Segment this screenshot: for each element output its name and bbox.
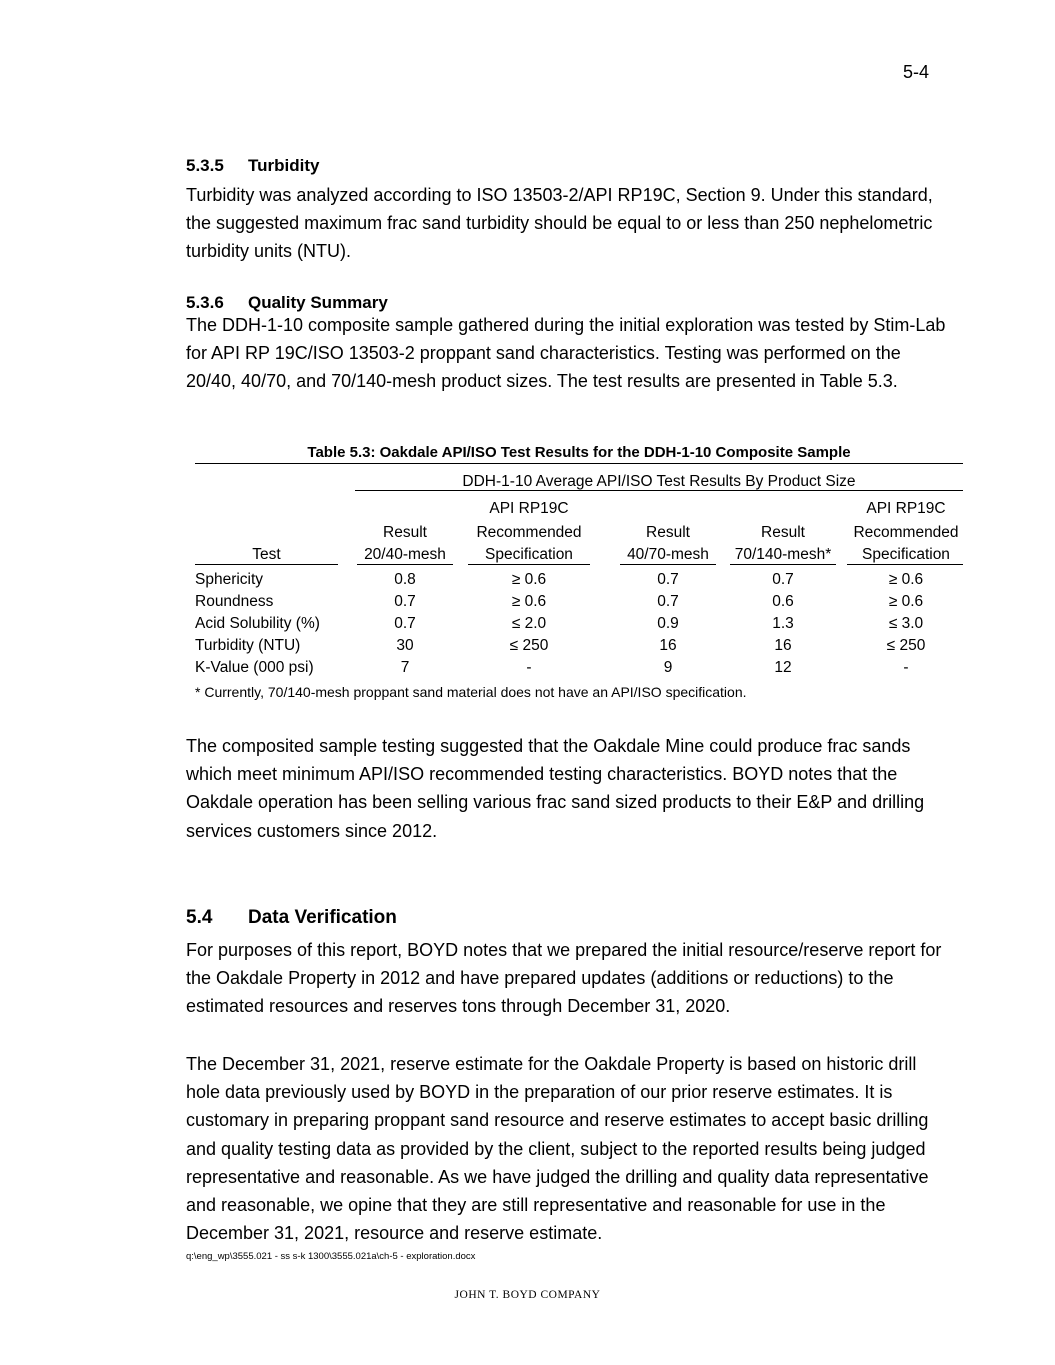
section-number: 5.4 [186, 907, 213, 928]
cell-70140: 0.7 [772, 571, 794, 588]
cell-2040: 0.8 [394, 571, 416, 588]
cell-2040: 7 [400, 659, 410, 676]
col-header-spec1-l2: Recommended [476, 524, 582, 541]
cell-4070: 0.7 [657, 593, 679, 610]
cell-70140: 1.3 [772, 615, 794, 632]
turbidity-paragraph: Turbidity was analyzed according to ISO 13503-2/API RP19C, Section 9. Under this standard, the suggested maximum frac sand turbidity should be equal to or less than 250 nephelometric turbidity units (NTU). [186, 185, 933, 262]
data-verification-paragraph-2: The December 31, 2021, reserve estimate for the Oakdale Property is based on historic drill hole data previously used by BOYD in the preparation of our prior reserve estimates. It is customary in preparing proppant sand resource and reserve estimates to accept basic drilling and quality testing data as provided by the client, subject to the reported results being judged representative and reasonable. As we have judged the drilling and quality data representative and reasonable, we opine that they are still representative and reasonable for use in the December 31, 2021, resource and reserve estimate. [186, 1054, 929, 1244]
cell-spec1: ≤ 250 [509, 637, 549, 654]
header-rule-4070 [620, 564, 716, 565]
section-title: Data Verification [248, 907, 397, 928]
col-header-4070-l2: Result [646, 524, 690, 541]
cell-4070: 16 [659, 637, 677, 654]
table-title: Table 5.3: Oakdale API/ISO Test Results for the DDH-1-10 Composite Sample [307, 444, 851, 461]
cell-4070: 0.9 [657, 615, 679, 632]
col-header-70140-l3: 70/140-mesh* [734, 546, 832, 563]
cell-test: Turbidity (NTU) [195, 637, 301, 654]
header-rule-2040 [357, 564, 453, 565]
header-rule-spec2 [847, 564, 963, 565]
cell-spec2: ≤ 3.0 [888, 615, 924, 632]
col-header-2040-l3: 20/40-mesh [364, 546, 446, 563]
company-footer: JOHN T. BOYD COMPANY [454, 1289, 601, 1301]
cell-2040: 30 [396, 637, 414, 654]
cell-spec1: ≥ 0.6 [511, 593, 547, 610]
cell-spec1: ≥ 0.6 [511, 571, 547, 588]
cell-spec1: ≤ 2.0 [511, 615, 547, 632]
col-header-test: Test [252, 546, 281, 563]
cell-2040: 0.7 [394, 593, 416, 610]
cell-test: Roundness [195, 593, 274, 610]
col-header-spec1-l3: Specification [485, 546, 573, 563]
section-title: Quality Summary [248, 293, 388, 312]
cell-spec1: - [526, 659, 532, 676]
cell-test: Acid Solubility (%) [195, 615, 320, 632]
page-number: 5-4 [903, 62, 930, 82]
col-header-spec2-l2: Recommended [853, 524, 959, 541]
col-header-spec2-l1: API RP19C [866, 500, 946, 517]
section-number: 5.3.6 [186, 293, 224, 312]
section-heading-536 [186, 293, 388, 313]
cell-spec2: ≥ 0.6 [888, 593, 924, 610]
section-number: 5.3.5 [186, 156, 224, 175]
col-header-70140-l2: Result [761, 524, 805, 541]
header-rule-spec1 [468, 564, 590, 565]
table-group-header: DDH-1-10 Average API/ISO Test Results By Product Size [462, 473, 856, 490]
col-header-spec2-l3: Specification [862, 546, 950, 563]
quality-summary-paragraph: The DDH-1-10 composite sample gathered during the initial exploration was tested by Stim-Lab for API RP 19C/ISO 13503-2 proppant sand characteristics. Testing was performed on the 20/40, 40/70, and 70/140-mesh product sizes. The test results are presented in Table 5.3. [186, 315, 946, 392]
cell-70140: 12 [774, 659, 792, 676]
cell-spec2: - [903, 659, 909, 676]
header-rule-70140 [730, 564, 836, 565]
section-title: Turbidity [248, 156, 320, 175]
cell-test: K-Value (000 psi) [195, 659, 314, 676]
cell-4070: 9 [663, 659, 673, 676]
section-heading-54 [186, 907, 397, 929]
cell-test: Sphericity [195, 571, 264, 588]
cell-spec2: ≥ 0.6 [888, 571, 924, 588]
header-rule-test [195, 564, 338, 565]
cell-spec2: ≤ 250 [886, 637, 926, 654]
data-verification-paragraph-1: For purposes of this report, BOYD notes that we prepared the initial resource/reserve report for the Oakdale Property in 2012 and have prepared updates (additions or reductions) to the estimated resources and reserves tons through December 31, 2020. [186, 940, 942, 1017]
cell-2040: 0.7 [394, 615, 416, 632]
col-header-2040-l2: Result [383, 524, 427, 541]
file-path-footer: q:\eng_wp\3555.021 - ss s-k 1300\3555.021a\ch-5 - exploration.docx [186, 1251, 476, 1262]
col-header-4070-l3: 40/70-mesh [627, 546, 709, 563]
table-top-rule [195, 463, 963, 464]
cell-70140: 16 [774, 637, 792, 654]
cell-70140: 0.6 [772, 593, 794, 610]
composited-paragraph: The composited sample testing suggested that the Oakdale Mine could produce frac sands which meet minimum API/ISO recommended testing characteristics. BOYD notes that the Oakdale operation has been selling various frac sand sized products to their E&P and drilling services customers since 2012. [186, 736, 925, 841]
table-footnote: * Currently, 70/140-mesh proppant sand material does not have an API/ISO specification. [195, 684, 747, 700]
group-header-rule [355, 490, 963, 491]
col-header-spec1-l1: API RP19C [489, 500, 569, 517]
cell-4070: 0.7 [657, 571, 679, 588]
section-heading-535 [186, 156, 319, 176]
